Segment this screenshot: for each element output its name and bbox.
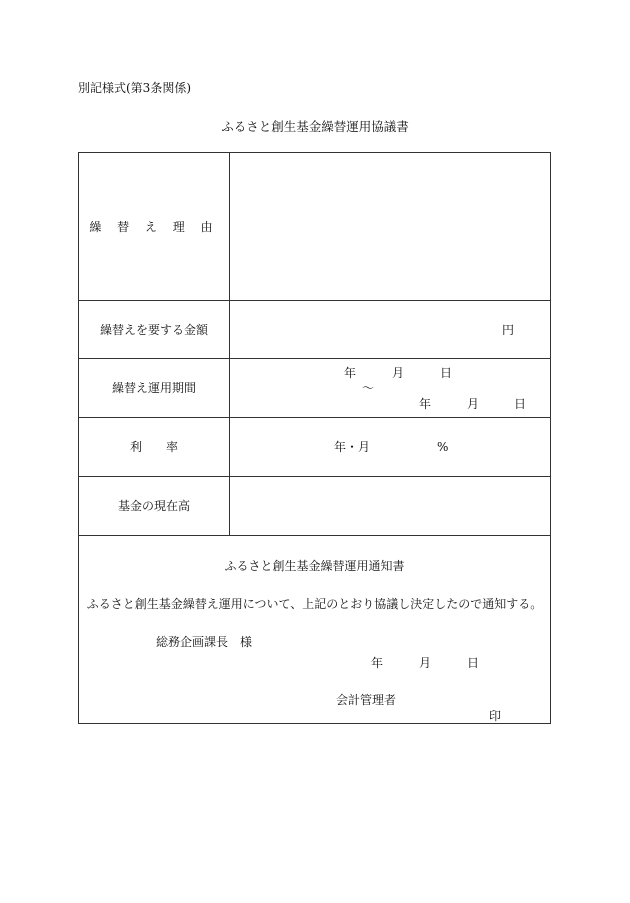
row-divider xyxy=(79,417,550,418)
period-label: 繰替え運用期間 xyxy=(111,381,196,395)
notice-date-year: 年 xyxy=(371,656,384,670)
form-reference: 別記様式(第3条関係) xyxy=(78,81,191,95)
form-table xyxy=(78,152,551,724)
row-divider xyxy=(79,300,550,301)
amount-label: 繰替えを要する金額 xyxy=(99,323,208,337)
notice-signer-title: 会計管理者 xyxy=(336,693,397,707)
rate-unit: % xyxy=(437,440,449,454)
period-end-month: 月 xyxy=(467,397,480,411)
notice-body: ふるさと創生基金繰替え運用について、上記のとおり協議し決定したので通知する。 xyxy=(86,597,543,611)
period-start-day: 日 xyxy=(440,366,453,380)
rate-basis: 年・月 xyxy=(334,440,371,454)
column-divider xyxy=(229,153,230,535)
period-end-year: 年 xyxy=(419,397,432,411)
row-divider xyxy=(79,358,550,359)
period-tilde: 〜 xyxy=(362,381,375,395)
reason-label: 繰 替 え 理 由 xyxy=(89,220,219,234)
notice-title: ふるさと創生基金繰替運用通知書 xyxy=(224,559,405,573)
notice-date-month: 月 xyxy=(419,656,432,670)
notice-date-day: 日 xyxy=(467,656,480,670)
notice-addressee: 総務企画課長 様 xyxy=(156,635,253,649)
row-divider xyxy=(79,476,550,477)
row-divider xyxy=(79,535,550,536)
reason-field[interactable] xyxy=(231,155,549,298)
period-start-month: 月 xyxy=(392,366,405,380)
balance-field[interactable] xyxy=(231,479,549,533)
notice-seal: 印 xyxy=(489,709,502,723)
period-start-year: 年 xyxy=(344,366,357,380)
balance-label: 基金の現在高 xyxy=(117,499,190,513)
rate-label: 利 率 xyxy=(129,440,178,454)
document-title: ふるさと創生基金繰替運用協議書 xyxy=(221,119,409,134)
amount-unit: 円 xyxy=(502,323,515,337)
period-end-day: 日 xyxy=(514,397,527,411)
